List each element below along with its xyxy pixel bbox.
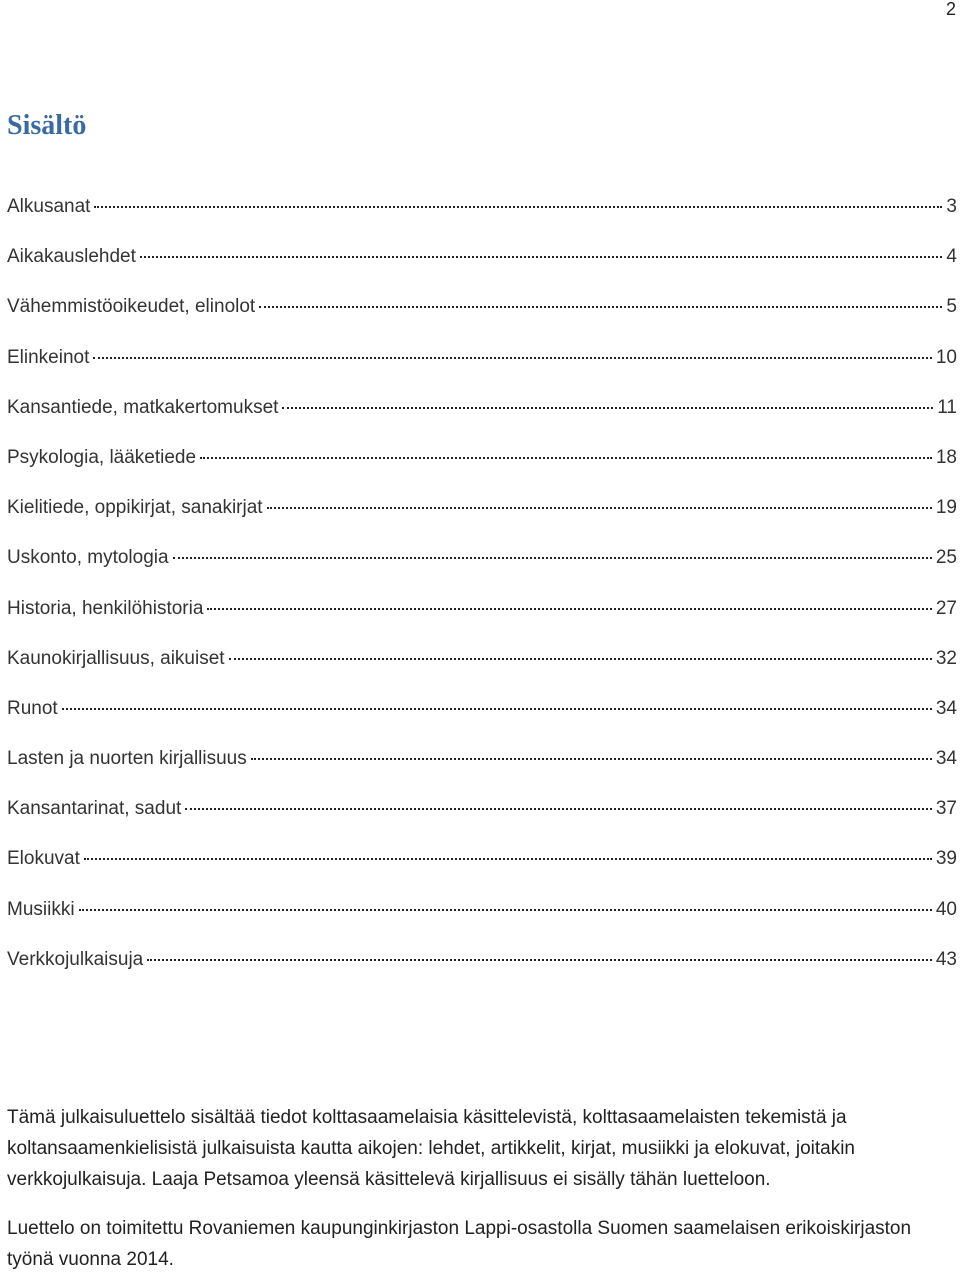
toc-entry-label: Musiikki: [7, 898, 75, 920]
toc-entry-kansantarinat[interactable]: [7, 798, 957, 848]
dot-leader: [259, 306, 942, 308]
toc-entry-historia[interactable]: [7, 598, 957, 648]
toc-entry-page: 19: [935, 497, 957, 519]
toc-entry-page: 40: [935, 898, 957, 920]
dot-leader: [282, 407, 933, 409]
toc-entry-vahemmistooikeudet[interactable]: [7, 296, 957, 346]
toc-entry-page: 34: [935, 697, 957, 719]
toc-entry-page: 5: [946, 296, 957, 318]
toc-entry-uskonto[interactable]: [7, 547, 957, 597]
toc-entry-alkusanat[interactable]: [7, 196, 957, 246]
dot-leader: [173, 557, 932, 559]
dot-leader: [267, 507, 932, 509]
toc-entry-page: 4: [946, 246, 957, 268]
dot-leader: [207, 608, 931, 610]
toc-entry-verkkojulkaisuja[interactable]: [7, 949, 957, 999]
toc-entry-page: 3: [946, 196, 957, 217]
toc-entry-aikakauslehdet[interactable]: [7, 246, 957, 296]
dot-leader: [140, 256, 943, 258]
toc-entry-kielitiede[interactable]: [7, 497, 957, 547]
toc-entry-label: Vähemmistöoikeudet, elinolot: [7, 296, 256, 318]
toc-entry-label: Elokuvat: [7, 848, 80, 870]
toc-entry-label: Kansantarinat, sadut: [7, 798, 182, 820]
dot-leader: [147, 959, 932, 961]
description-paragraph: Tämä julkaisuluettelo sisältää tiedot kolttasaamelaisia käsittelevistä, kolttasaamelaisten tekemistä ja koltansaamenkielisistä julkaisuista kautta aikojen: lehdet, artikkelit, kirjat, musiikki ja elokuvat, joitakin verkkojulkaisuja. Laaja Petsamoa yleensä käsittelevä kirjallisuus ei sisälly tähän luetteloon.: [7, 1107, 855, 1190]
toc-entry-page: 37: [935, 798, 957, 820]
toc-entry-page: 18: [935, 446, 957, 468]
toc-entry-label: Historia, henkilöhistoria: [7, 597, 204, 619]
toc-entry-page: 43: [935, 948, 957, 970]
description-paragraph: Luettelo on toimitettu Rovaniemen kaupunginkirjaston Lappi-osastolla Suomen saamelaisen erikoiskirjaston työnä vuonna 2014.: [7, 1218, 912, 1270]
toc-title: Sisältö: [7, 110, 87, 141]
toc-entry-psykologia[interactable]: [7, 447, 957, 497]
toc-entry-elinkeinot[interactable]: [7, 347, 957, 397]
toc-entry-runot[interactable]: [7, 698, 957, 748]
dot-leader: [94, 206, 942, 208]
toc-entry-label: Alkusanat: [7, 196, 91, 217]
toc-entry-elokuvat[interactable]: [7, 848, 957, 898]
table-of-contents: [7, 196, 957, 999]
toc-entry-lasten-ja-nuorten[interactable]: [7, 748, 957, 798]
dot-leader: [185, 808, 932, 810]
dot-leader: [79, 909, 932, 911]
toc-entry-page: 32: [935, 647, 957, 669]
page-number: 2: [945, 0, 956, 19]
toc-entry-page: 25: [935, 547, 957, 569]
dot-leader: [251, 758, 932, 760]
toc-entry-page: 39: [935, 848, 957, 870]
toc-entry-label: Verkkojulkaisuja: [7, 948, 144, 970]
toc-entry-page: 11: [937, 396, 957, 418]
toc-entry-page: 27: [935, 597, 957, 619]
toc-entry-kaunokirjallisuus[interactable]: [7, 648, 957, 698]
toc-entry-label: Uskonto, mytologia: [7, 547, 169, 569]
toc-entry-page: 10: [935, 346, 957, 368]
toc-entry-label: Lasten ja nuorten kirjallisuus: [7, 748, 247, 770]
dot-leader: [200, 457, 932, 459]
toc-entry-kansantiede[interactable]: [7, 397, 957, 447]
toc-entry-page: 34: [935, 748, 957, 770]
toc-entry-label: Psykologia, lääketiede: [7, 446, 197, 468]
toc-entry-label: Elinkeinot: [7, 346, 90, 368]
toc-entry-label: Kaunokirjallisuus, aikuiset: [7, 647, 225, 669]
toc-entry-label: Aikakauslehdet: [7, 246, 136, 268]
toc-entry-label: Kansantiede, matkakertomukset: [7, 396, 279, 418]
toc-entry-label: Runot: [7, 697, 58, 719]
dot-leader: [229, 658, 932, 660]
toc-entry-label: Kielitiede, oppikirjat, sanakirjat: [7, 497, 263, 519]
dot-leader: [84, 858, 932, 860]
dot-leader: [62, 708, 932, 710]
toc-entry-musiikki[interactable]: [7, 899, 957, 949]
dot-leader: [93, 357, 931, 359]
